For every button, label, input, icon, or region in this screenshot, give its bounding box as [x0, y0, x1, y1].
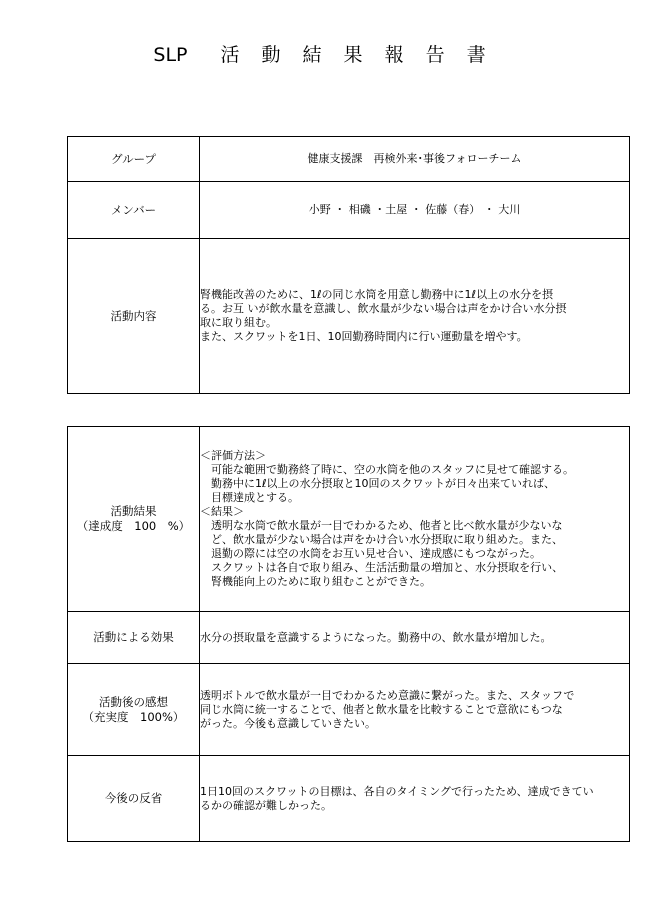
reflection-line: るかの確認が難しかった。 [200, 798, 332, 812]
activity-line: 腎機能改善のために、1ℓの同じ水筒を用意し勤務中に1ℓ以上の水分を摂 [200, 288, 554, 301]
group-row [68, 137, 630, 182]
impressions-line: がった。今後も意識していきたい。 [200, 716, 376, 730]
results-line: 退勤の際には空の水筒をお互い見せ合い、達成感にもつながった。 [200, 547, 541, 560]
results-label [68, 427, 200, 612]
impressions-row [68, 664, 630, 756]
results-line: ど、飲水量が少ない場合は声をかけ合い水分摂取に取り組めた。また、 [200, 533, 563, 546]
title-prefix: SLP [153, 44, 188, 66]
results-table [67, 426, 630, 842]
members-label: メンバー [68, 182, 200, 239]
title-char: 果 [343, 44, 363, 66]
results-line: 透明な水筒で飲水量が一目でわかるため、他者と比べ飲水量が少ないな [200, 519, 563, 532]
title-char: 結 [302, 44, 322, 66]
effect-value: 水分の摂取量を意識するようになった。勤務中の、飲水量が増加した。 [200, 612, 630, 664]
results-line: スクワットは各自で取り組み、生活活動量の増加と、水分摂取を行い、 [200, 561, 564, 574]
results-line: 目標達成とする。 [200, 491, 299, 504]
title-char: 報 [384, 44, 404, 66]
title-char: 告 [425, 44, 445, 66]
impressions-label-fulfillment: （充実度 100%） [82, 709, 185, 724]
results-line: 腎機能向上のために取り組むことができた。 [200, 575, 431, 588]
activity-line: 取に取り組む。 [200, 316, 277, 329]
info-table [67, 136, 630, 394]
impressions-label-title: 活動後の感想 [99, 694, 168, 709]
group-label: グループ [68, 137, 200, 182]
reflection-row [68, 756, 630, 842]
activity-line: また、スクワットを1日、10回勤務時間内に行い運動量を増やす。 [200, 330, 528, 343]
impressions-line: 透明ボトルで飲水量が一目でわかるため意識に繋がった。また、スタッフで [200, 688, 575, 702]
members-row [68, 182, 630, 239]
reflection-label: 今後の反省 [68, 756, 200, 842]
members-value: 小野 ・ 相磯 ・土屋 ・ 佐藤（春） ・ 大川 [200, 182, 630, 239]
activity-content [200, 239, 630, 394]
reflection-content [200, 756, 630, 842]
results-line: ＜評価方法＞ [200, 449, 266, 462]
activity-line: る。お互 いが飲水量を意識し、飲水量が少ない場合は声をかけ合い水分摂 [200, 302, 567, 315]
effect-row [68, 612, 630, 664]
results-line: ＜結果＞ [200, 505, 244, 518]
impressions-label [68, 664, 200, 756]
results-content [200, 427, 630, 612]
impressions-content [200, 664, 630, 756]
impressions-line: 同じ水筒に統一することで、他者と飲水量を比較することで意欲にもつな [200, 702, 563, 716]
results-row [68, 427, 630, 612]
results-label-title: 活動結果 [110, 504, 157, 518]
results-line: 勤務中に1ℓ以上の水分摂取と10回のスクワットが日々出来ていれば、 [200, 477, 555, 490]
activity-row [68, 239, 630, 394]
effect-label: 活動による効果 [68, 612, 200, 664]
results-label-achievement: （達成度 100 %） [76, 519, 191, 533]
group-value: 健康支援課 再検外来･事後フォローチーム [200, 137, 630, 182]
activity-label: 活動内容 [68, 239, 200, 394]
results-line: 可能な範囲で勤務終了時に、空の水筒を他のスタッフに見せて確認する。 [200, 463, 574, 476]
title-char: 動 [261, 44, 281, 66]
reflection-line: 1日10回のスクワットの目標は、各自のタイミングで行ったため、達成できてい [200, 784, 594, 798]
report-title [0, 40, 650, 67]
title-char: 書 [466, 44, 486, 66]
title-char: 活 [220, 44, 240, 66]
